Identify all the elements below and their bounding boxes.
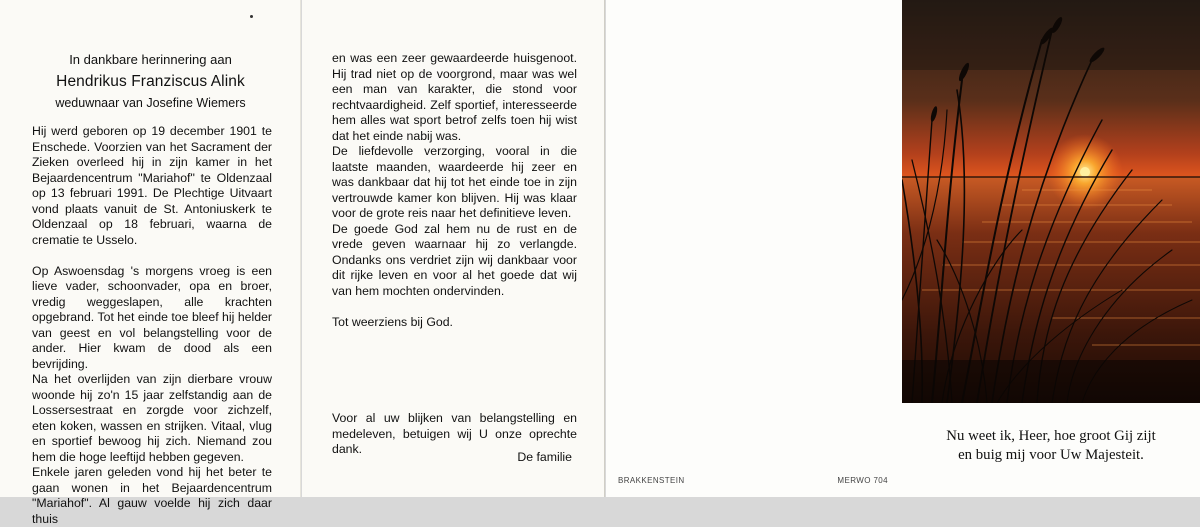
publisher-mark: BRAKKENSTEIN: [618, 476, 685, 485]
paragraph-independent-life: Na het overlijden van zijn dierbare vrouw woonde hij zo'n 15 jaar zelfstandig aan de Lossersestraat en zorgde voor zichzelf, eten koken, wassen en strijken. Vitaal, vlug en sportief bewoog hij zich. Niemand zou hem die hoge leeftijd hebben gegeven.: [32, 372, 272, 464]
thanks-text: Voor al uw blijken van belangstelling en medeleven, betuigen wij U onze oprechte dank.: [332, 411, 577, 456]
print-dot: [250, 15, 253, 18]
paragraph-care: De liefdevolle verzorging, vooral in die laatste maanden, waardeerde hij zeer en was dankbaar dat hij tot het einde toe in zijn vertrouwde kamer kon blijven. Hij was klaar voor de grote reis naar het definitieve leven.: [332, 144, 577, 220]
sunset-reeds-photo: [902, 0, 1200, 403]
paragraph-character: en was een zeer gewaardeerde huisgenoot. Hij trad niet op de voorgrond, maar was wel een man van karakter, die stond voor rechtvaardigheid. Zelf sportief, interesseerde hem alles wat sport betrof zelfs toen hij wist dat het einde nabij was.: [332, 51, 577, 143]
paragraph-birth-death: Hij werd geboren op 19 december 1901 te Enschede. Voorzien van het Sacrament der Zieken overleed hij in zijn kamer in het Bejaardencentrum "Mariahof" te Oldenzaal op 13 februari 1991. De Plechtige Uitvaart vond plaats vanuit de St. Antoniuskerk te Oldenzaal op 18 februari, waarna de crematie te Usselo.: [32, 124, 272, 247]
paragraph-peace: De goede God zal hem nu de rust en de vrede geven waarnaar hij zo verlangde. Ondanks ons verdriet zijn wij dankbaar voor dit rijke leven en voor al het goede dat wij van hem mochten ondervinden.: [332, 221, 577, 298]
biography-text: [32, 124, 272, 527]
paragraph-passing: Op Aswoensdag 's morgens vroeg is een lieve vader, schoonvader, opa en broer, vredig weggeslapen, alle krachten opgebrand. Tot het einde toe bleef hij helder van geest en vol belangstelling voor de ander. Hier kwam de dood als een bevrijding.: [32, 263, 272, 371]
farewell-line: Tot weerziens bij God.: [332, 314, 453, 329]
card-panel-middle: [302, 0, 605, 497]
deceased-name: Hendrikus Franziscus Alink: [56, 73, 245, 90]
verse-line-1: Nu weet ik, Heer, hoe groot Gij zijt: [946, 428, 1156, 444]
paragraph-mariahof: Enkele jaren geleden vond hij het beter te gaan wonen in het Bejaardencentrum "Mariahof". Al gauw voelde hij zich daar thuis: [32, 465, 272, 526]
widowed-line: weduwnaar van Josefine Wiemers: [55, 96, 246, 110]
card-panel-cover: [902, 0, 1200, 497]
card-panel-left: [0, 0, 301, 526]
memorial-intro: In dankbare herinnering aan: [69, 52, 232, 67]
verse-line-2: en buig mij voor Uw Majesteit.: [958, 447, 1144, 463]
product-code: MERWO 704: [837, 476, 888, 485]
signoff-family: De familie: [517, 450, 572, 464]
biography-continued-text: [332, 51, 577, 330]
cover-verse: [902, 427, 1200, 465]
card-panel-back: [606, 0, 902, 497]
